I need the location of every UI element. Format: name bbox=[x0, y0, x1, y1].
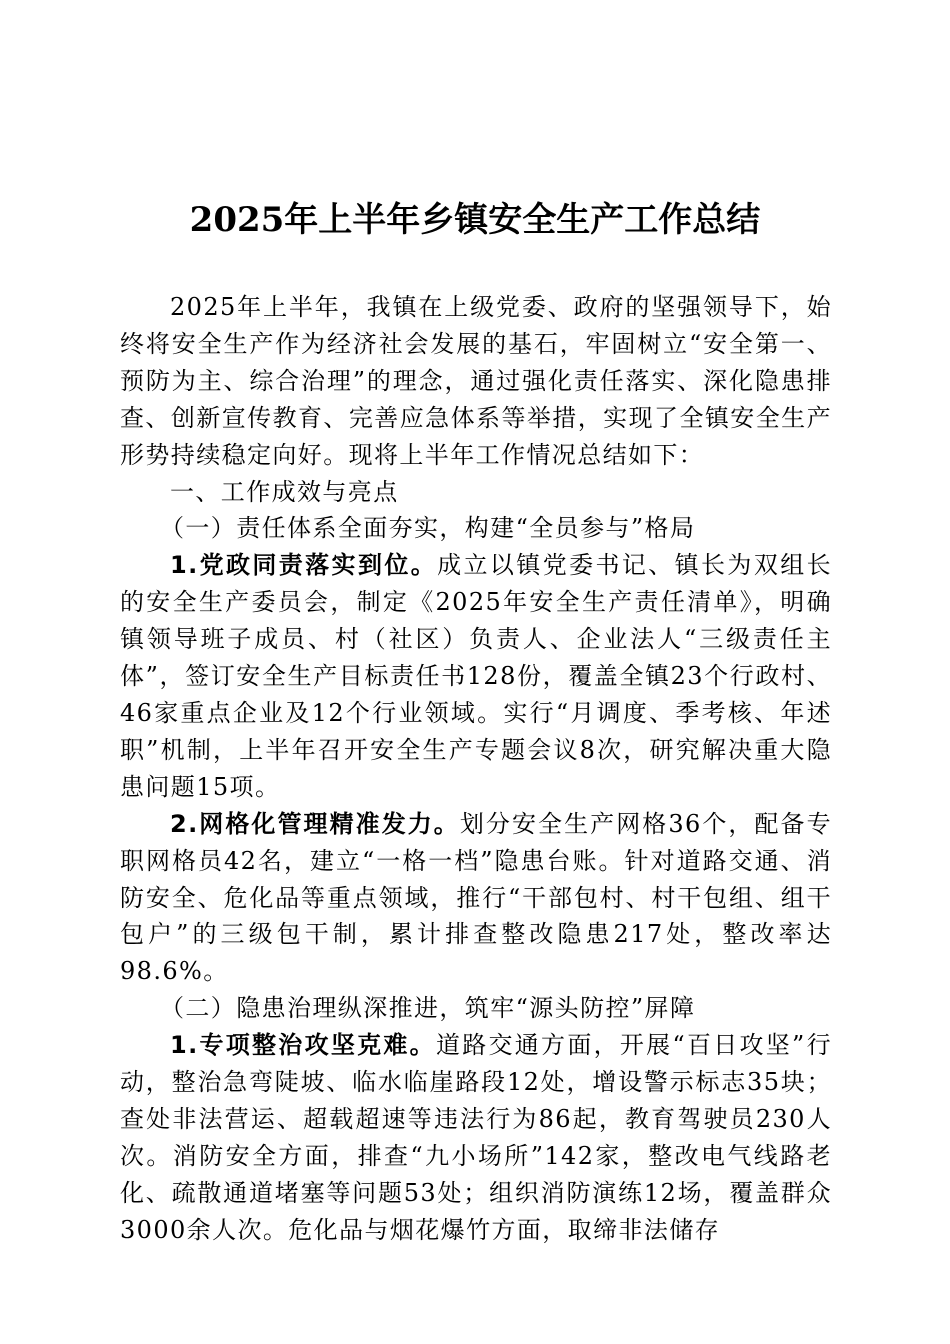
intro-paragraph: 2025年上半年，我镇在上级党委、政府的坚强领导下，始终将安全生产作为经济社会发展的基石，牢固树立“安全第一、预防为主、综合治理”的理念，通过强化责任落实、深化隐患排查、创新宣传教育、完善应急体系等举措，实现了全镇安全生产形势持续稳定向好。现将上半年工作情况总结如下： bbox=[120, 293, 832, 469]
paragraph-2-lead: 2.网格化管理精准发力。 bbox=[170, 809, 460, 838]
paragraph-1-text: 成立以镇党委书记、镇长为双组长的安全生产委员会，制定《2025年安全生产责任清单》，明确镇领导班子成员、村（社区）负责人、企业法人“三级责任主体”，签订安全生产目标责任书128份，覆盖全镇23个行政村、46家重点企业及12个行业领域。实行“月调度、季考核、年述职”机制，上半年召开安全生产专题会议8次，研究解决重大隐患问题15项。 bbox=[120, 551, 832, 801]
paragraph-3-text: 道路交通方面，开展“百日攻坚”行动，整治急弯陡坡、临水临崖路段12处，增设警示标志35块；查处非法营运、超载超速等违法行为86起，教育驾驶员230人次。消防安全方面，排查“九小场所”142家，整改电气线路老化、疏散通道堵塞等问题53处；组织消防演练12场，覆盖群众3000余人次。危化品与烟花爆竹方面，取缔非法储存 bbox=[120, 1031, 832, 1244]
paragraph-2 bbox=[120, 806, 832, 991]
document-title: 2025年上半年乡镇安全生产工作总结 bbox=[189, 200, 761, 240]
paragraph-3 bbox=[120, 1027, 832, 1248]
paragraph-2-text: 划分安全生产网格36个，配备专职网格员42名，建立“一格一档”隐患台账。针对道路交通、消防安全、危化品等重点领域，推行“干部包村、村干包组、组干包户”的三级包干制，累计排查整改隐患217处，整改率达98.6%。 bbox=[120, 809, 832, 986]
section-heading-1: 一、工作成效与亮点 bbox=[170, 477, 399, 506]
subsection-heading-2: （二）隐患治理纵深推进，筑牢“源头防控”屏障 bbox=[160, 994, 696, 1023]
paragraph-1 bbox=[120, 547, 832, 805]
paragraph-3-lead: 1.专项整治攻坚克难。 bbox=[170, 1031, 436, 1060]
document-body bbox=[120, 289, 832, 1249]
subsection-heading-1: （一）责任体系全面夯实，构建“全员参与”格局 bbox=[160, 514, 696, 543]
paragraph-1-lead: 1.党政同责落实到位。 bbox=[170, 551, 438, 580]
